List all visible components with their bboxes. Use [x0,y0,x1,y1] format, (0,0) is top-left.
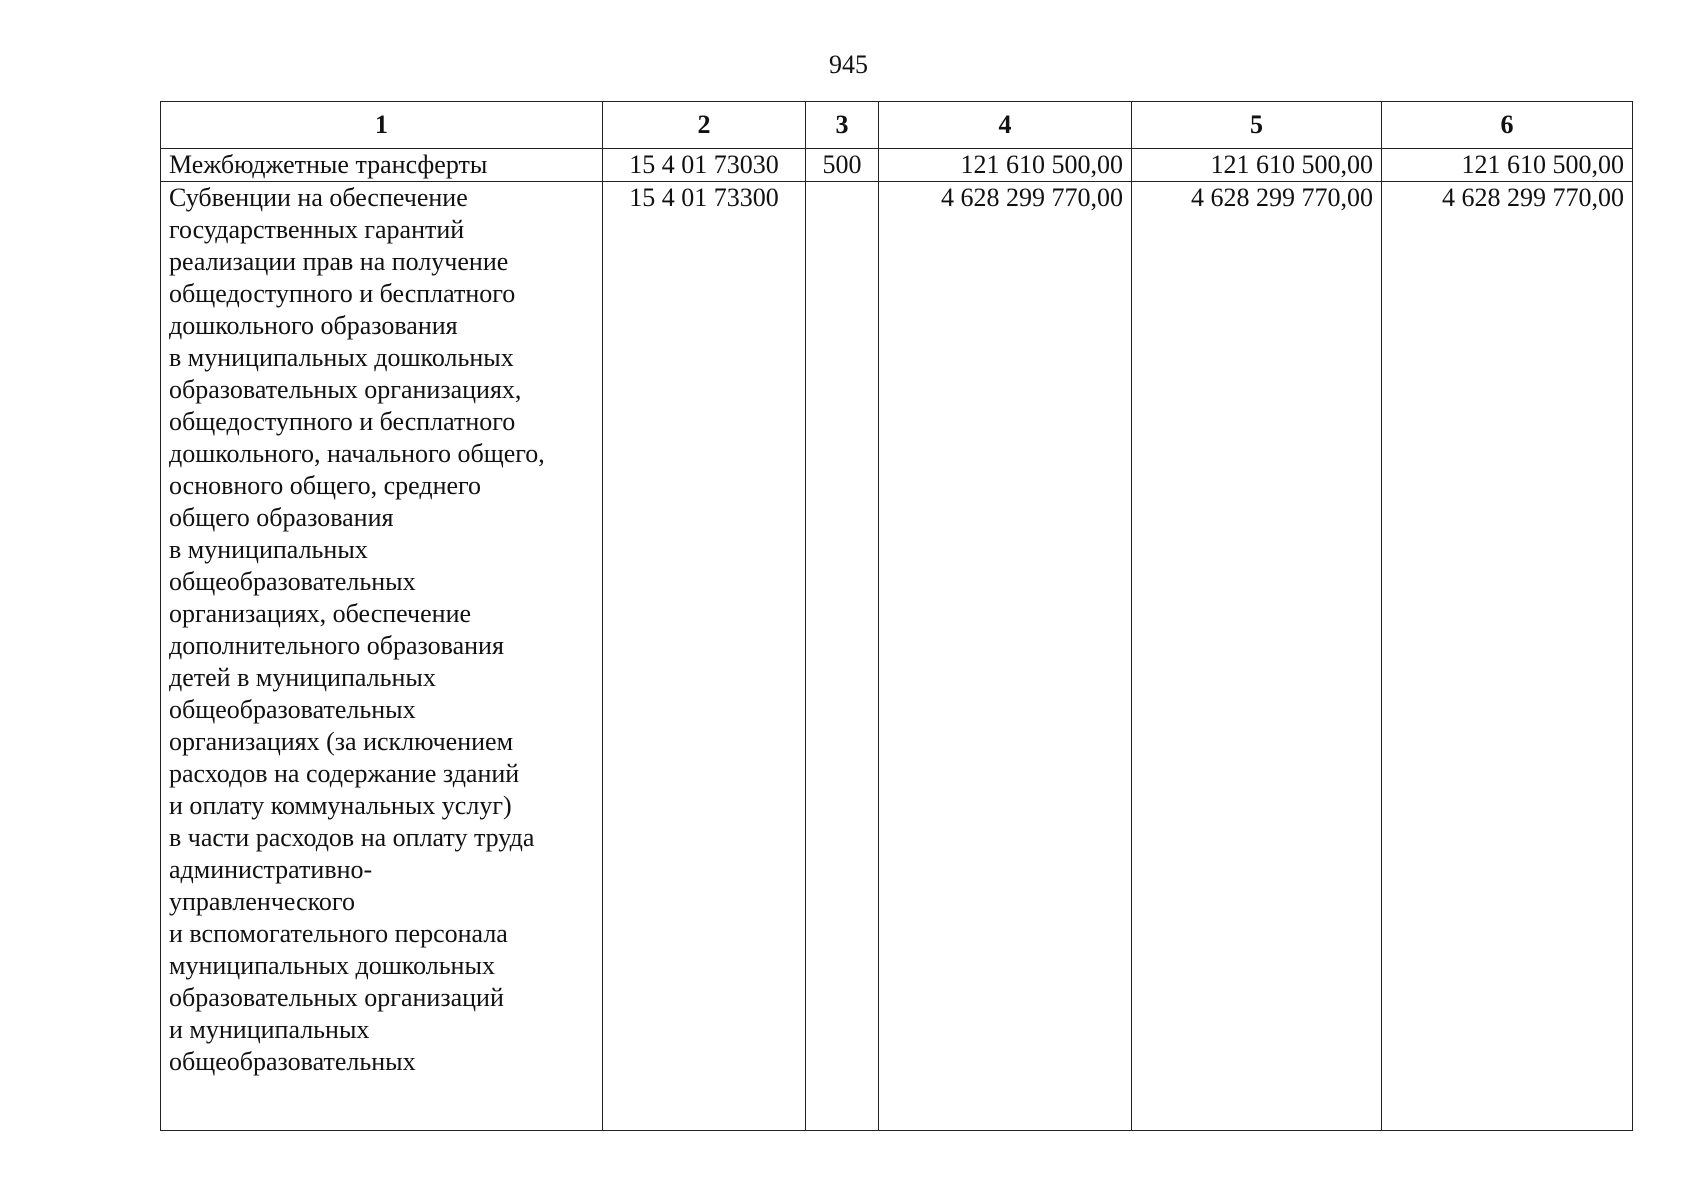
column-header: 4 [879,102,1132,149]
row-code: 15 4 01 73030 [603,149,806,182]
column-header: 5 [1132,102,1382,149]
table-row [161,182,1633,1131]
column-header: 2 [603,102,806,149]
row-value-5: 4 628 299 770,00 [1132,182,1382,1131]
row-value-4: 121 610 500,00 [879,149,1132,182]
row-code: 15 4 01 73300 [603,182,806,1131]
row-value-6: 4 628 299 770,00 [1382,182,1633,1131]
row-name: Межбюджетные трансферты [161,149,603,182]
table-row [161,149,1633,182]
column-header: 6 [1382,102,1633,149]
row-type: 500 [806,149,879,182]
row-type [806,182,879,1131]
row-name: Субвенции на обеспечение государственных гарантий реализации прав на получение общедоступного и бесплатного дошкольного образования в муниципальных дошкольных образовательных организациях, общедоступного и бесплатного дошкольного, начального общего, основного общего, среднего общего образования в муниципальных общеобразовательных организациях, обеспечение дополнительного образования детей в муниципальных общеобразовательных организациях (за исключением расходов на содержание зданий и оплату коммунальных услуг) в части расходов на оплату труда административно- управленческого и вспомогательного персонала муниципальных дошкольных образовательных организаций и муниципальных общеобразовательных [161,182,603,1131]
column-header: 3 [806,102,879,149]
row-value-5: 121 610 500,00 [1132,149,1382,182]
row-value-6: 121 610 500,00 [1382,149,1633,182]
budget-table [160,101,1633,1131]
column-header: 1 [161,102,603,149]
page-number: 945 [829,50,868,79]
row-value-4: 4 628 299 770,00 [879,182,1132,1131]
table-header-row [161,102,1633,149]
